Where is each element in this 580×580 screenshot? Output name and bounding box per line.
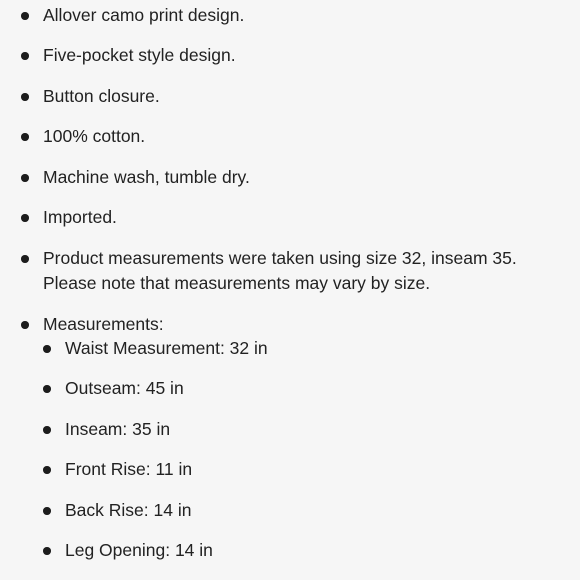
bullet-icon xyxy=(21,214,29,222)
detail-item: Five-pocket style design. xyxy=(43,45,236,65)
detail-item: Allover camo print design. xyxy=(43,5,245,25)
measurement-item: Leg Opening: 14 in xyxy=(65,540,213,560)
bullet-icon xyxy=(43,426,51,434)
measurement-item: Outseam: 45 in xyxy=(65,378,184,398)
measurement-item: Back Rise: 14 in xyxy=(65,500,192,520)
measurements-heading: Measurements: xyxy=(43,314,164,334)
bullet-icon xyxy=(21,255,29,263)
bullet-icon xyxy=(43,507,51,515)
bullet-icon xyxy=(21,93,29,101)
bullet-icon xyxy=(21,174,29,182)
measurement-item: Inseam: 35 in xyxy=(65,419,171,439)
detail-item: Imported. xyxy=(43,207,117,227)
bullet-icon xyxy=(21,321,29,329)
detail-item: Machine wash, tumble dry. xyxy=(43,167,250,187)
bullet-icon xyxy=(43,466,51,474)
detail-item: Button closure. xyxy=(43,86,160,106)
detail-item: 100% cotton. xyxy=(43,126,146,146)
detail-item: Product measurements were taken using size 32, inseam 35. Please note that measurements may vary by size. xyxy=(43,248,517,293)
bullet-icon xyxy=(21,52,29,60)
bullet-icon xyxy=(43,345,51,353)
measurement-item: Waist Measurement: 32 in xyxy=(65,338,268,358)
measurement-item: Front Rise: 11 in xyxy=(65,459,193,479)
bullet-icon xyxy=(21,133,29,141)
bullet-icon xyxy=(43,547,51,555)
bullet-icon xyxy=(43,385,51,393)
bullet-icon xyxy=(21,12,29,20)
